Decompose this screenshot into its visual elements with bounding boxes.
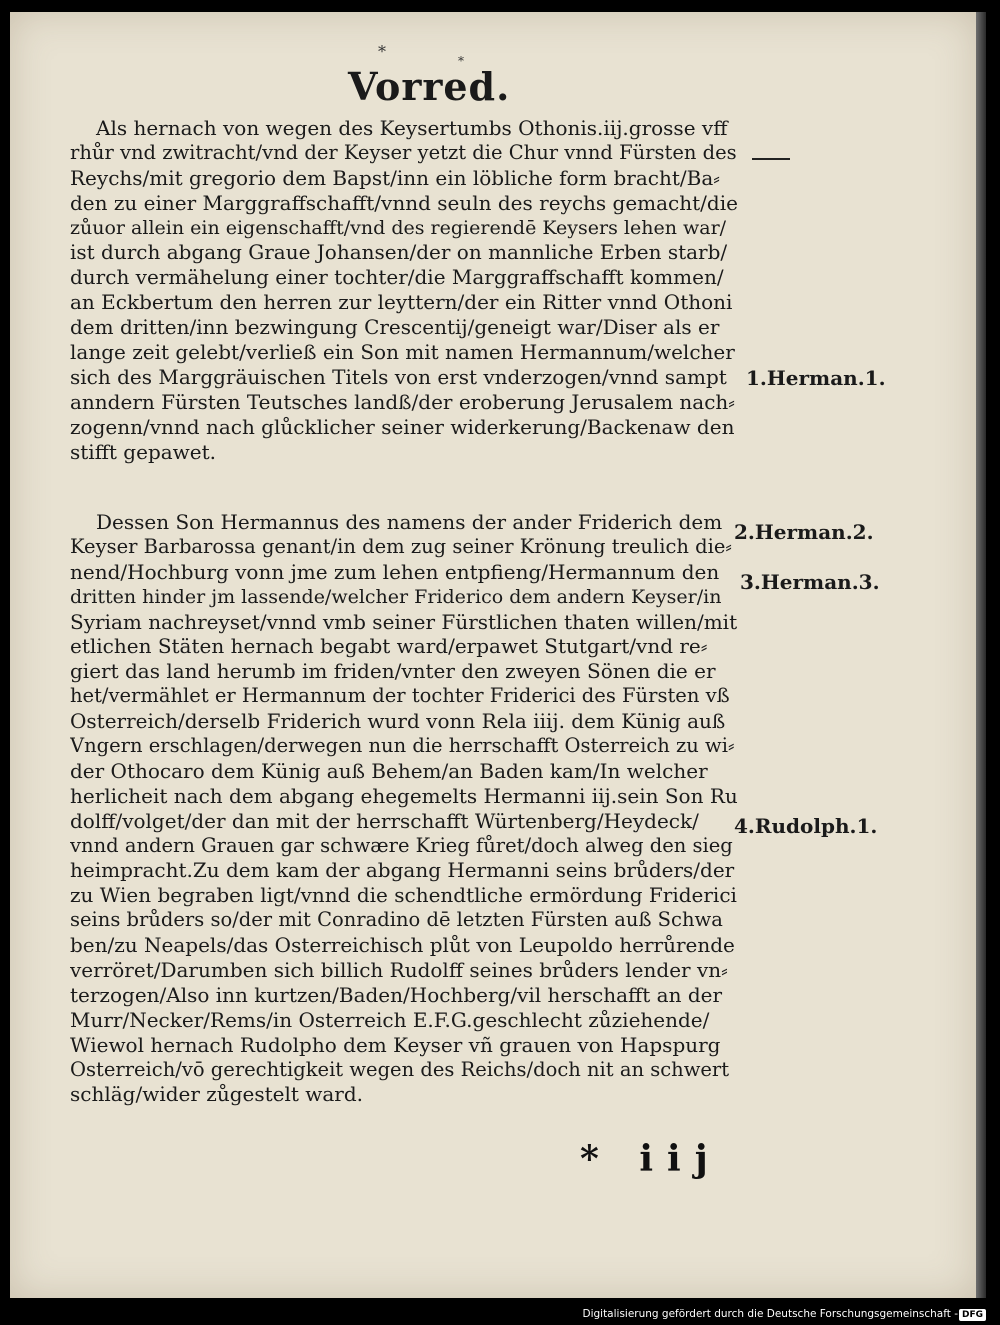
text-line: Murr/Necker/Rems/in Osterreich E.F.G.geschlecht zůziehende/ (70, 1007, 710, 1032)
paragraph-1 (70, 116, 738, 464)
text-line: heimpracht.Zu dem kam der abgang Hermanni seins brůders/der (70, 858, 735, 883)
top-mark: * (378, 42, 386, 61)
text-line: dem dritten/inn bezwingung Crescentij/geneigt war/Diser als er (70, 315, 720, 340)
text-line: Reychs/mit gregorio dem Bapst/inn ein löbliche form bracht/Ba⸗ (70, 165, 720, 190)
text-line: het/vermählet er Hermannum der tochter Friderici des Fürsten vß (70, 684, 730, 708)
text-line: stifft gepawet. (70, 439, 217, 464)
page-heading: Vorred. (348, 64, 511, 109)
text-line: Dessen Son Hermannus des namens der ander Friderich dem (96, 510, 723, 534)
text-line: rhůr vnd zwitracht/vnd der Keyser yetzt die Chur vnnd Fürsten des (70, 140, 737, 164)
text-line: zůuor allein ein eigenschafft/vnd des regierendē Keysers lehen war/ (70, 216, 727, 239)
text-line: an Eckbertum den herren zur leyttern/der ein Ritter vnnd Othoni (70, 290, 733, 315)
text-line: Osterreich/vō gerechtigkeit wegen des Reichs/doch nit an schwert (70, 1057, 730, 1081)
text-line: schläg/wider zůgestelt ward. (70, 1082, 364, 1107)
text-line: terzogen/Also inn kurtzen/Baden/Hochberg/vil herschafft an der (70, 982, 723, 1007)
text-line: ben/zu Neapels/das Osterreichisch plůt von Leupoldo herrůrende (70, 933, 735, 958)
text-line: giert das land herumb im friden/vnter den zweyen Sönen die er (70, 659, 716, 684)
text-line: zu Wien begraben ligt/vnnd die schendtliche ermördung Friderici (70, 883, 737, 908)
text-line: dolff/volget/der dan mit der herrschafft Würtenberg/Heydeck/ (70, 808, 699, 833)
text-line: nend/Hochburg vonn jme zum lehen entpfieng/Hermannum den (70, 559, 720, 584)
text-line: durch vermähelung einer tochter/die Marggraffschafft kommen/ (70, 265, 724, 290)
page-edge (976, 12, 986, 1298)
text-line: lange zeit gelebt/verließ ein Son mit namen Hermannum/welcher (70, 340, 735, 365)
dfg-logo: DFG (959, 1309, 986, 1321)
text-line: vnnd andern Grauen gar schwære Krieg fůret/doch alweg den sieg (70, 833, 733, 857)
signature-mark: * iij (580, 1138, 722, 1180)
text-line: Wiewol hernach Rudolpho dem Keyser vñ grauen von Hapspurg (70, 1032, 721, 1057)
text-line: Keyser Barbarossa genant/in dem zug seiner Krönung treulich die⸗ (70, 534, 732, 558)
text-line: Osterreich/derselb Friderich wurd vonn Rela iiij. dem Künig auß (70, 709, 726, 734)
text-line: den zu einer Marggraffschafft/vnnd seuln des reychs gemacht/die (70, 190, 738, 215)
text-line: dritten hinder jm lassende/welcher Friderico dem andern Keyser/in (70, 585, 722, 608)
text-line: zogenn/vnnd nach glůcklicher seiner widerkerung/Backenaw den (70, 414, 735, 439)
margin-note-herman-3: 3.Herman.3. (740, 570, 880, 594)
text-line: sich des Marggräuischen Titels von erst vnderzogen/vnnd sampt (70, 364, 727, 389)
text-line: verröret/Darumben sich billich Rudolff seines brůders lender vn⸗ (70, 958, 728, 983)
margin-dash (752, 158, 790, 160)
text-line: etlichen Stäten hernach begabt ward/erpawet Stutgart/vnd re⸗ (70, 634, 708, 659)
text-line: der Othocaro dem Künig auß Behem/an Baden kam/In welcher (70, 758, 708, 783)
top-mark-small: * (458, 54, 464, 68)
text-line: ist durch abgang Graue Johansen/der on mannliche Erben starb/ (70, 240, 728, 265)
text-line: Als hernach von wegen des Keysertumbs Othonis.iij.grosse vff (96, 116, 728, 140)
margin-note-rudolph-1: 4.Rudolph.1. (734, 814, 878, 838)
text-line: herlicheit nach dem abgang ehegemelts Hermanni iij.sein Son Ru (70, 783, 738, 808)
margin-note-herman-2: 2.Herman.2. (734, 520, 874, 544)
text-line: Syriam nachreyset/vnnd vmb seiner Fürstlichen thaten willen/mit (70, 609, 738, 634)
text-line: Vngern erschlagen/derwegen nun die herrschafft Osterreich zu wi⸗ (70, 734, 735, 758)
paragraph-2 (70, 510, 738, 1107)
footer-credit: Digitalisierung gefördert durch die Deutsche Forschungsgemeinschaft - (582, 1308, 958, 1320)
margin-note-herman-1: 1.Herman.1. (746, 366, 886, 390)
text-line: seins brůders so/der mit Conradino dē letzten Fürsten auß Schwa (70, 908, 723, 932)
text-line: anndern Fürsten Teutsches landß/der eroberung Jerusalem nach⸗ (70, 389, 735, 414)
